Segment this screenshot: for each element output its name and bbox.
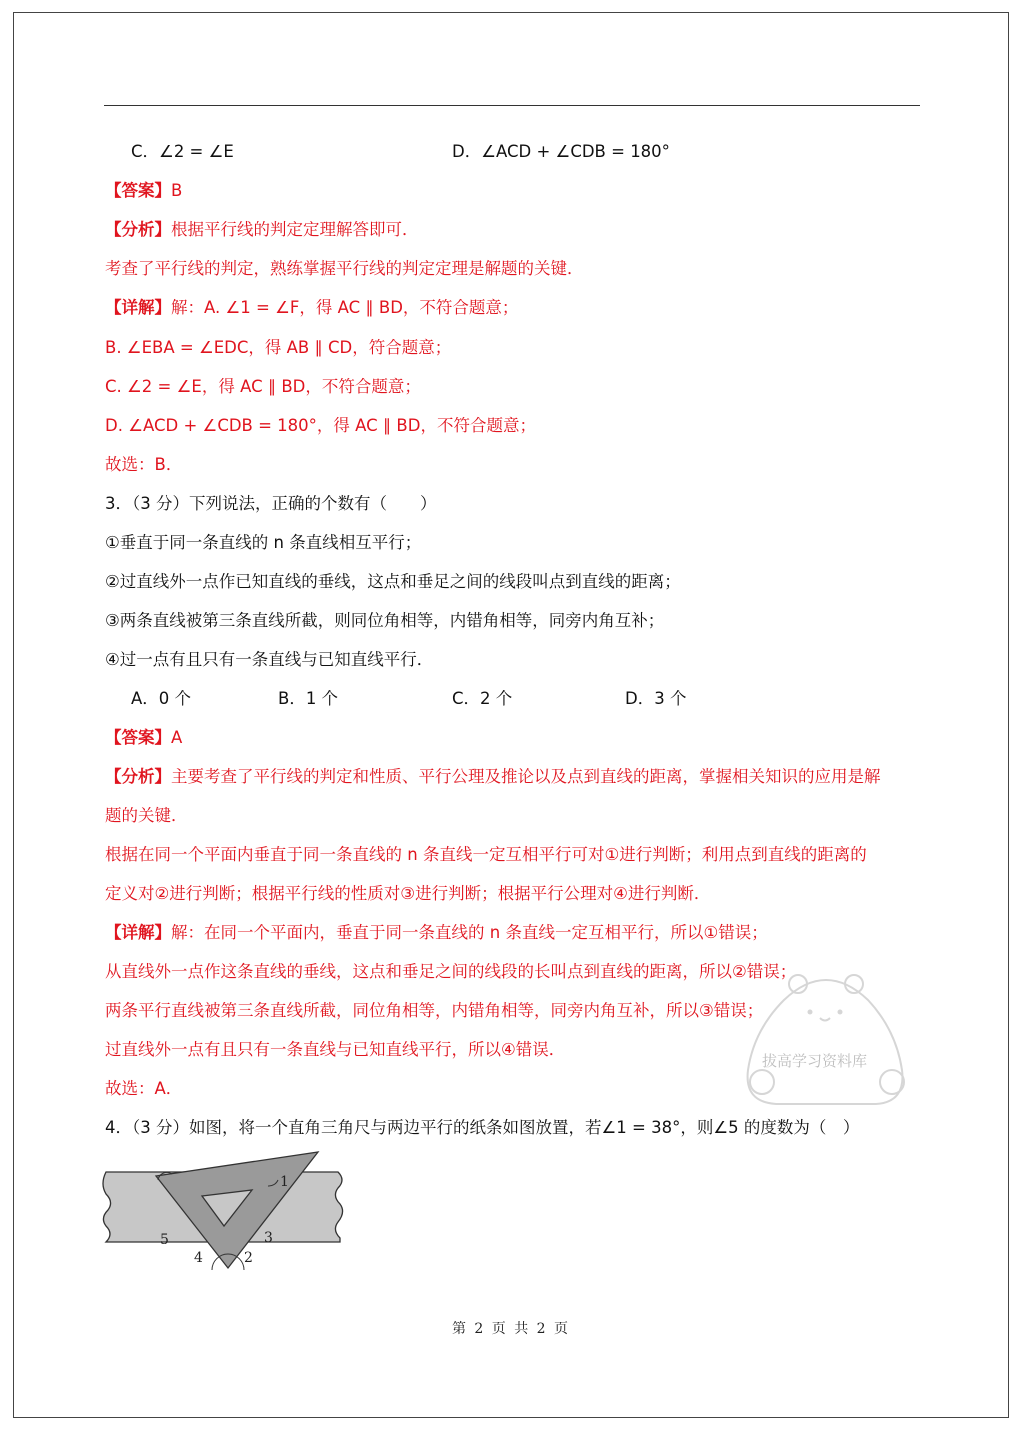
angle-label-2: 2: [244, 1250, 253, 1266]
q2-option-c: C．∠2 = ∠E: [131, 142, 234, 161]
analysis-text: 主要考查了平行线的判定和性质、平行公理及推论以及点到直线的距离，掌握相关知识的应用是解: [171, 767, 881, 786]
q3-detail-4: 过直线外一点有且只有一条直线与已知直线平行，所以④错误．: [105, 1040, 566, 1059]
q2-option-d: D．∠ACD + ∠CDB = 180°: [452, 142, 670, 161]
q3-option-b: B．1 个: [278, 689, 339, 708]
q2-detail-d: D. ∠ACD + ∠CDB = 180°，得 AC ∥ BD，不符合题意；: [105, 416, 536, 435]
q3-detail-2: 从直线外一点作这条直线的垂线，这点和垂足之间的线段的长叫点到直线的距离，所以②错误；: [105, 962, 797, 981]
q3-analysis-line3: 根据在同一个平面内垂直于同一条直线的 n 条直线一定互相平行可对①进行判断；利用点到直线的距离的: [105, 845, 867, 864]
q2-analysis: [105, 220, 419, 240]
analysis-tag: 【分析】: [105, 220, 171, 239]
q3-option-c: C．2 个: [452, 689, 513, 708]
q3-analysis-line2: 题的关键．: [105, 806, 188, 825]
q3-statement-2: ②过直线外一点作已知直线的垂线，这点和垂足之间的线段叫点到直线的距离；: [105, 572, 681, 591]
detail-tag: 【详解】: [105, 923, 171, 942]
page-footer: 第 2 页 共 2 页: [451, 1321, 571, 1337]
q2-detail: [105, 298, 518, 318]
q2-choice: 故选：B．: [105, 455, 183, 474]
q2-detail-b: B. ∠EBA = ∠EDC，得 AB ∥ CD，符合题意；: [105, 338, 452, 357]
watermark-bear-icon: [736, 970, 916, 1110]
angle-label-4: 4: [194, 1250, 203, 1266]
detail-text: 解：在同一个平面内，垂直于同一条直线的 n 条直线一定互相平行，所以①错误；: [171, 923, 768, 942]
answer-tag: 【答案】: [105, 728, 171, 747]
q3-detail-3: 两条平行直线被第三条直线所截，同位角相等，内错角相等，同旁内角互补，所以③错误；: [105, 1001, 764, 1020]
q2-detail-c: C. ∠2 = ∠E，得 AC ∥ BD，不符合题意；: [105, 377, 421, 396]
analysis-tag: 【分析】: [105, 767, 171, 786]
angle-label-3: 3: [264, 1230, 273, 1246]
q3-statement-4: ④过一点有且只有一条直线与已知直线平行．: [105, 650, 434, 669]
q3-answer: [105, 728, 182, 748]
q2-analysis-line2: 考查了平行线的判定，熟练掌握平行线的判定定理是解题的关键．: [105, 259, 584, 278]
watermark-text: 拔高学习资料库: [762, 1052, 868, 1070]
answer-tag: 【答案】: [105, 181, 171, 200]
angle-label-1: 1: [280, 1174, 289, 1190]
q4-figure: [100, 1150, 350, 1274]
q3-statement-3: ③两条直线被第三条直线所截，则同位角相等，内错角相等，同旁内角互补；: [105, 611, 665, 630]
q3-statement-1: ①垂直于同一条直线的 n 条直线相互平行；: [105, 533, 422, 552]
q2-answer: [105, 181, 182, 201]
q3-option-a: A．0 个: [131, 689, 192, 708]
q3-analysis: [105, 767, 881, 787]
answer-value: B: [171, 181, 183, 200]
q3-detail: [105, 923, 768, 943]
q4-stem: 4．（3 分）如图，将一个直角三角尺与两边平行的纸条如图放置，若∠1 = 38°，则∠5 的度数为（ ）: [105, 1118, 860, 1137]
q3-choice: 故选：A．: [105, 1079, 183, 1098]
angle-label-5: 5: [160, 1232, 169, 1248]
header-rule: [104, 105, 920, 106]
q3-option-d: D．3 个: [625, 689, 687, 708]
q3-stem: 3．（3 分）下列说法，正确的个数有（ ）: [105, 494, 437, 513]
detail-tag: 【详解】: [105, 298, 171, 317]
q3-analysis-line4: 定义对②进行判断；根据平行线的性质对③进行判断；根据平行公理对④进行判断．: [105, 884, 711, 903]
analysis-text: 根据平行线的判定定理解答即可．: [171, 220, 419, 239]
detail-text: 解：A. ∠1 = ∠F，得 AC ∥ BD，不符合题意；: [171, 298, 519, 317]
answer-value: A: [171, 728, 183, 747]
